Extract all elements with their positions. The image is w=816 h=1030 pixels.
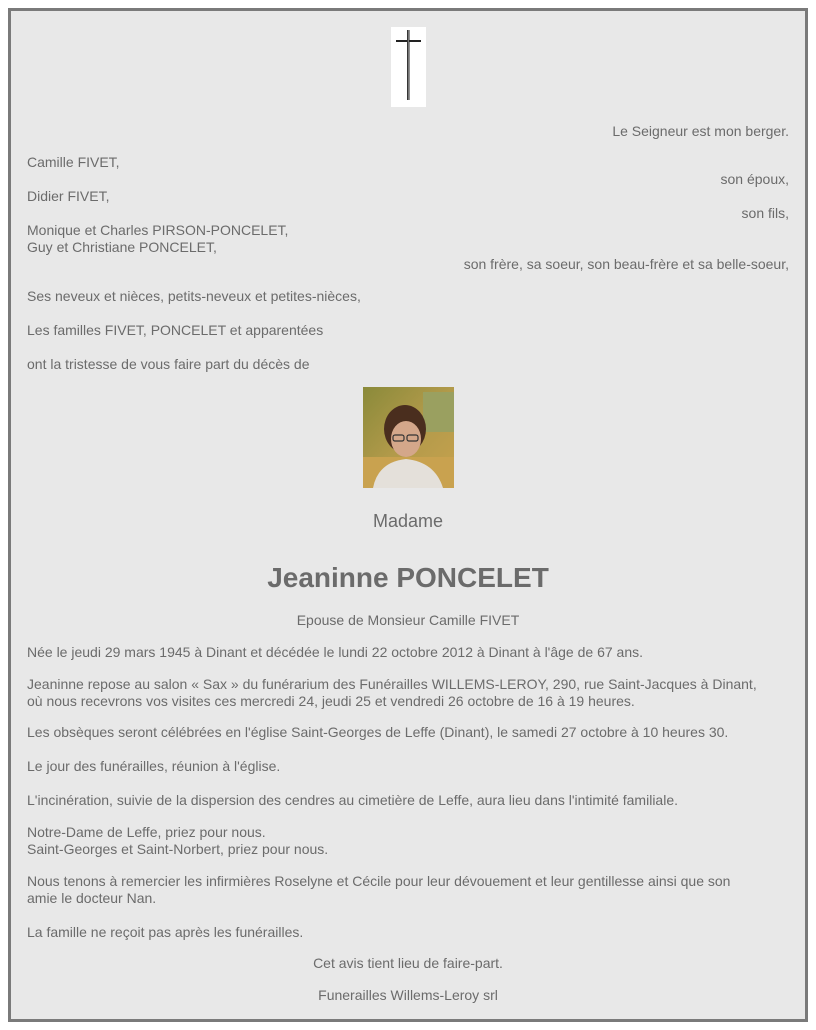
siblings-line1: Monique et Charles PIRSON-PONCELET,: [27, 222, 289, 238]
cross-icon: [391, 27, 426, 107]
deceased-name: Jeaninne PONCELET: [267, 562, 549, 593]
thanks-line2: amie le docteur Nan.: [27, 890, 157, 906]
families-line: Les familles FIVET, PONCELET et apparentées: [27, 322, 324, 338]
deceased-title: Madame: [372, 511, 444, 531]
birth-death-line: Née le jeudi 29 mars 1945 à Dinant et décédée le lundi 22 octobre 2012 à Dinant à l'âge de 67 ans.: [27, 644, 643, 660]
prayer-line1: Notre-Dame de Leffe, priez pour nous.: [27, 824, 266, 840]
son-name: Didier FIVET,: [27, 188, 110, 204]
nephews-line: Ses neveux et nièces, petits-neveux et petites-nièces,: [27, 288, 361, 304]
funeral-line: Les obsèques seront célébrées en l'église Saint-Georges de Leffe (Dinant), le samedi 27 octobre à 10 heures 30.: [27, 724, 729, 740]
notice-line: Cet avis tient lieu de faire-part.: [313, 955, 503, 971]
funeral-home-line: Funerailles Willems-Leroy srl: [318, 987, 498, 1003]
reunion-line: Le jour des funérailles, réunion à l'église.: [27, 758, 281, 774]
prayer-line2: Saint-Georges et Saint-Norbert, priez pour nous.: [27, 841, 329, 857]
spouse-name: Camille FIVET,: [27, 154, 120, 170]
son-relation: son fils,: [741, 205, 789, 221]
motto: Le Seigneur est mon berger.: [612, 123, 789, 139]
thanks-line1: Nous tenons à remercier les infirmières Roselyne et Cécile pour leur dévouement et leur gentillesse ainsi que son: [27, 873, 731, 889]
deceased-spouse-line: Epouse de Monsieur Camille FIVET: [296, 612, 520, 628]
repose-line2: où nous recevrons vos visites ces mercredi 24, jeudi 25 et vendredi 26 octobre de 16 à 19 heures.: [27, 693, 635, 709]
announcement-line: ont la tristesse de vous faire part du décès de: [27, 356, 310, 372]
siblings-relation: son frère, sa soeur, son beau-frère et sa belle-soeur,: [463, 256, 789, 272]
obituary-card: [8, 8, 808, 1022]
spouse-relation: son époux,: [720, 171, 789, 187]
cremation-line: L'incinération, suivie de la dispersion des cendres au cimetière de Leffe, aura lieu dans l'intimité familiale.: [27, 792, 678, 808]
portrait-photo: [363, 387, 454, 488]
siblings-line2: Guy et Christiane PONCELET,: [27, 239, 217, 255]
no-visits-line: La famille ne reçoit pas après les funérailles.: [27, 924, 304, 940]
repose-line1: Jeaninne repose au salon « Sax » du funérarium des Funérailles WILLEMS-LEROY, 290, rue Saint-Jacques à Dinant,: [27, 676, 757, 692]
